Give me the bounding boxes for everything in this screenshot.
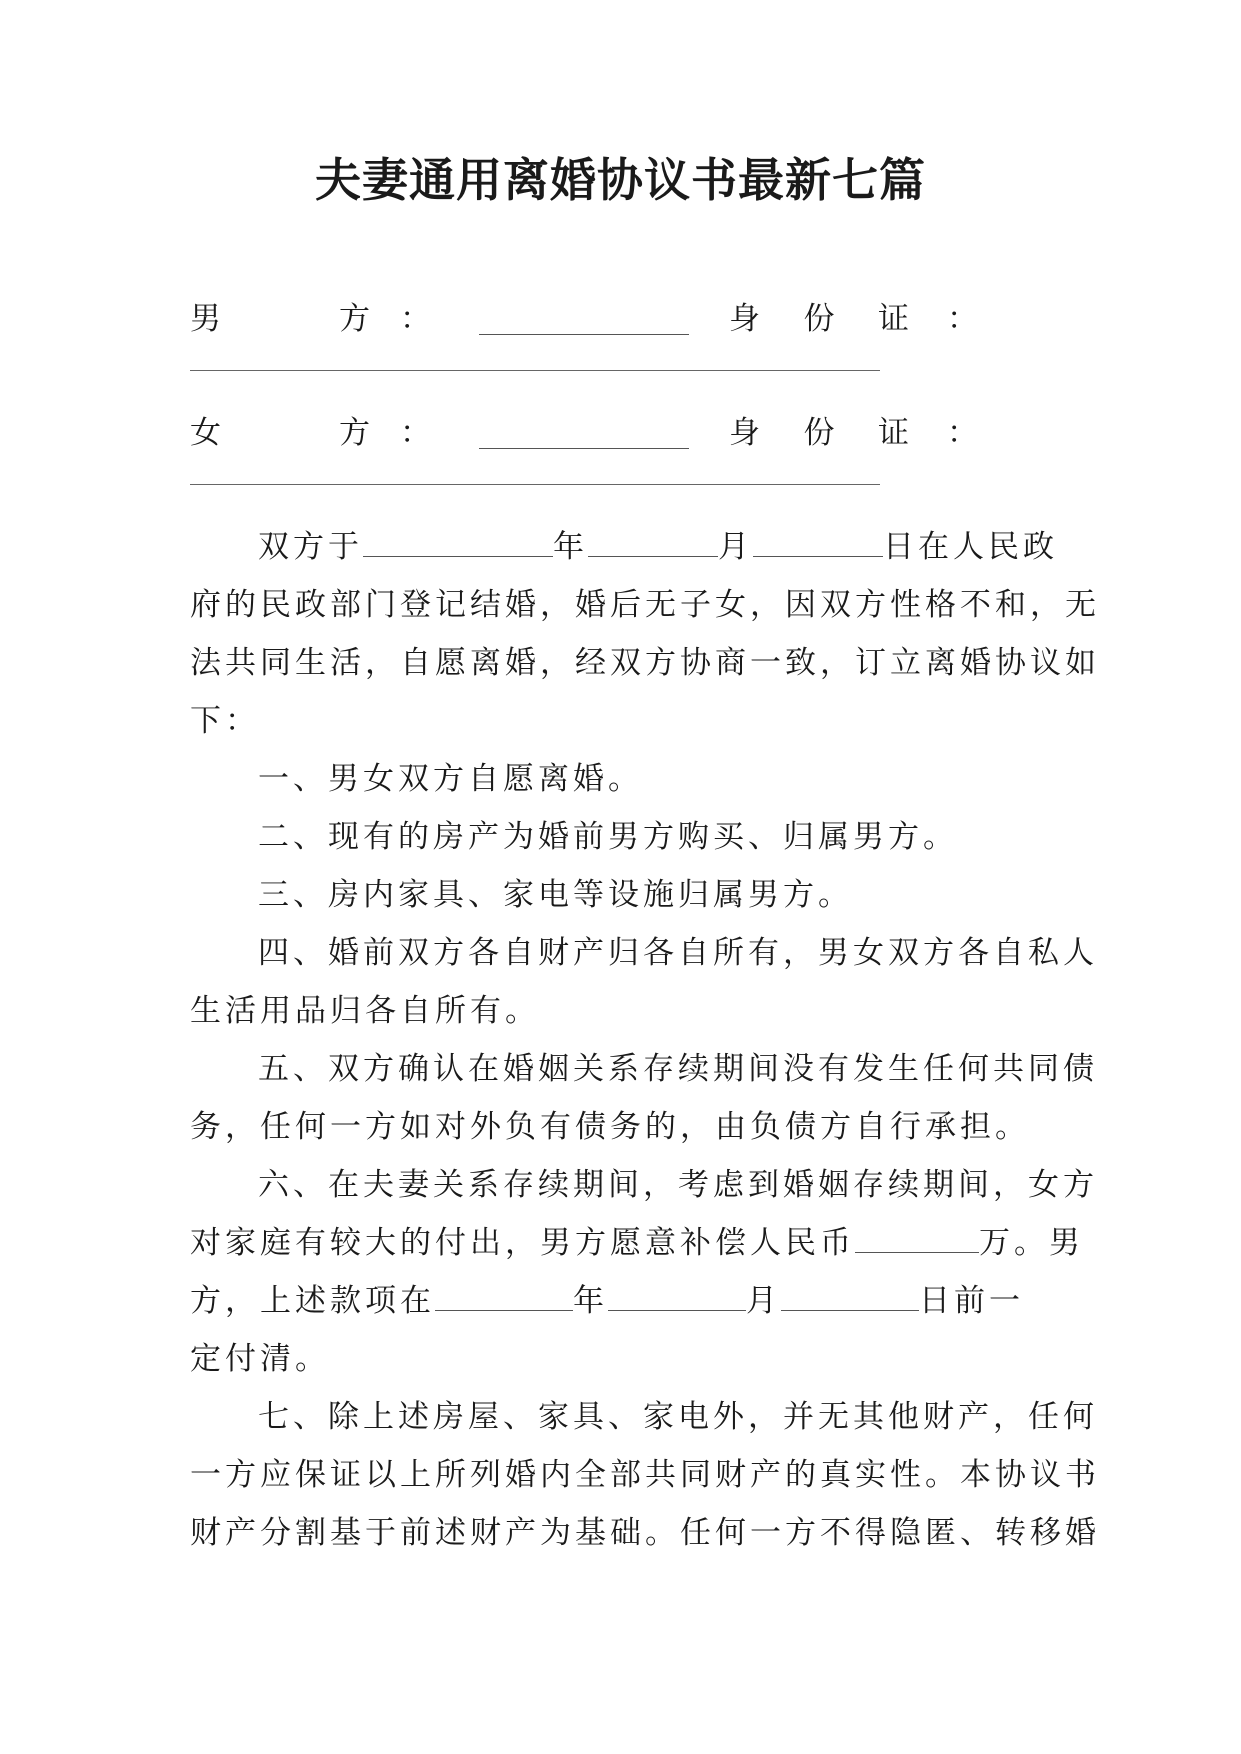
clause-6-line-1: 六、在夫妻关系存续期间，考虑到婚姻存续期间，女方 — [258, 1167, 1098, 1203]
clause-5-line-2: 务，任何一方如对外负有债务的，由负债方自行承担。 — [190, 1109, 1030, 1145]
clause-1: 一、男女双方自愿离婚。 — [258, 761, 643, 797]
female-label: 女 方 — [190, 415, 370, 451]
male-id-blank-row — [190, 348, 1050, 404]
payment-month-blank — [608, 1282, 746, 1311]
clause-6-line-3: 方，上述款项在 年 月 日前一 — [190, 1283, 1024, 1319]
payment-day-blank — [781, 1282, 919, 1311]
intro-line-2: 府的民政部门登记结婚，婚后无子女，因双方性格不和，无 — [190, 587, 1100, 623]
male-colon: ： — [400, 301, 431, 337]
male-party-row — [46, 290, 1050, 348]
clause-7-line-2: 一方应保证以上所列婚内全部共同财产的真实性。本协议书 — [190, 1457, 1100, 1493]
document-body — [190, 290, 1100, 1562]
compensation-amount-blank — [855, 1224, 979, 1253]
female-id-colon: ： — [947, 415, 978, 451]
male-id-label: 身 份 证 — [729, 301, 909, 337]
male-id-blank — [190, 370, 880, 371]
marriage-year-blank — [363, 528, 553, 557]
clause-4-line-2: 生活用品归各自所有。 — [190, 993, 540, 1029]
marriage-month-blank — [588, 528, 718, 557]
clause-3: 三、房内家具、家电等设施归属男方。 — [258, 877, 853, 913]
intro-line-4: 下： — [190, 703, 260, 739]
female-name-blank — [479, 418, 689, 449]
payment-year-blank — [435, 1282, 573, 1311]
male-name-blank — [479, 304, 689, 335]
clause-6-line-2: 对家庭有较大的付出，男方愿意补偿人民币 万。男 — [190, 1225, 1084, 1261]
clause-4-line-1: 四、婚前双方各自财产归各自所有，男女双方各自私人 — [258, 935, 1098, 971]
clause-5-line-1: 五、双方确认在婚姻关系存续期间没有发生任何共同债 — [258, 1051, 1098, 1087]
clause-6-line-4: 定付清。 — [190, 1341, 330, 1377]
document-title: 夫妻通用离婚协议书最新七篇 — [315, 153, 926, 207]
male-id-colon: ： — [947, 301, 978, 337]
marriage-day-blank — [753, 528, 883, 557]
female-party-row — [46, 404, 1050, 462]
female-colon: ： — [400, 415, 431, 451]
intro-line-3: 法共同生活，自愿离婚，经双方协商一致，订立离婚协议如 — [190, 645, 1100, 681]
clause-7-line-3: 财产分割基于前述财产为基础。任何一方不得隐匿、转移婚 — [190, 1515, 1100, 1551]
female-id-blank — [190, 484, 880, 485]
clause-2: 二、现有的房产为婚前男方购买、归属男方。 — [258, 819, 958, 855]
female-id-label: 身 份 证 — [729, 415, 909, 451]
clause-7-line-1: 七、除上述房屋、家具、家电外，并无其他财产，任何 — [258, 1399, 1098, 1435]
intro-line-1: 双方于 年 月 日在人民政 — [258, 529, 1058, 565]
male-label: 男 方 — [190, 301, 370, 337]
female-id-blank-row — [190, 462, 1050, 518]
